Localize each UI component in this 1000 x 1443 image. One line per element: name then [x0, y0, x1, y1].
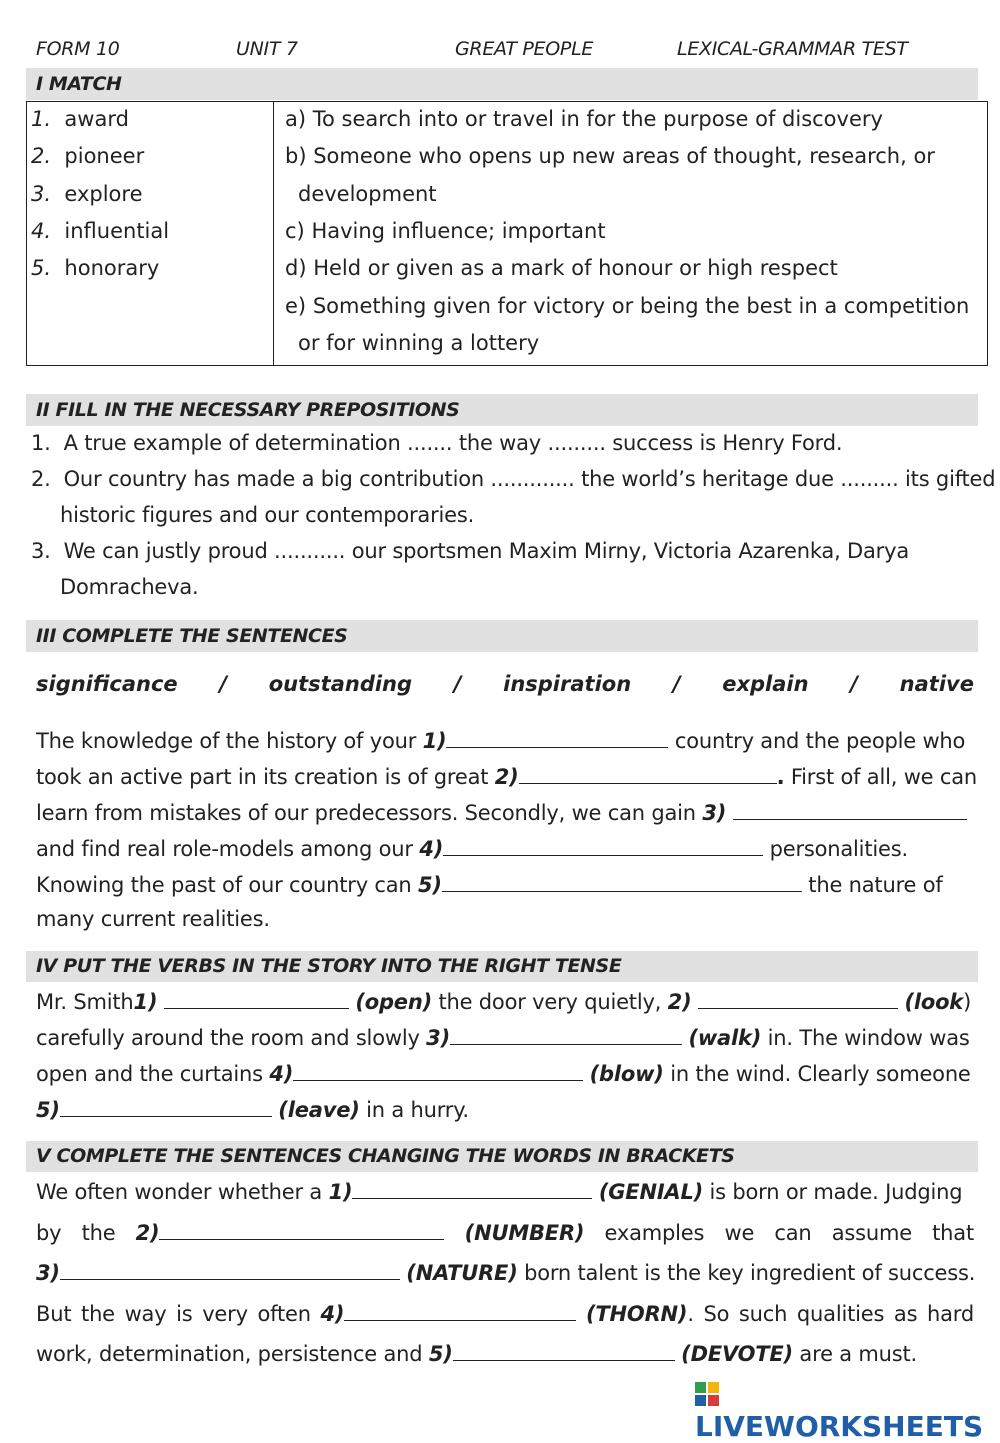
word-item-4: 4. influential	[31, 219, 170, 243]
prep-item-1: 1. A true example of determination ....... the way ......... success is Henry Ford.	[31, 431, 843, 455]
blank-input[interactable]	[293, 1060, 583, 1081]
definition-b-cont: development	[298, 182, 437, 206]
blank-input[interactable]	[446, 727, 668, 748]
s5-line-1: We often wonder whether a 1) (GENIAL) is born or made. Judging	[36, 1180, 963, 1204]
word-item-1: 1. award	[31, 107, 129, 131]
word-bank-separator: /	[453, 672, 462, 696]
definition-a: a) To search into or travel in for the purpose of discovery	[285, 107, 883, 131]
definition-c: c) Having influence; important	[285, 219, 606, 243]
s5-line-5: work, determination, persistence and 5) (DEVOTE) are a must.	[36, 1342, 918, 1366]
s4-line-4: 5) (leave) in a hurry.	[36, 1098, 469, 1122]
word-bank-item: outstanding	[268, 672, 413, 696]
word-bank-separator: /	[672, 672, 681, 696]
blank-input[interactable]	[443, 835, 763, 856]
s5-line-2: by the 2) (NUMBER) examples we can assume that	[36, 1221, 974, 1245]
word-bank-item: native	[899, 672, 974, 696]
word-bank-item: explain	[722, 672, 809, 696]
section5-title: V COMPLETE THE SENTENCES CHANGING THE WORDS IN BRACKETS	[26, 1141, 978, 1172]
s4-line-3: open and the curtains 4) (blow) in the wind. Clearly someone	[36, 1062, 971, 1086]
blank-input[interactable]	[450, 1024, 682, 1045]
definition-e-cont: or for winning a lottery	[298, 331, 540, 355]
topic-label: GREAT PEOPLE	[455, 38, 594, 60]
s3-line-4: and find real role-models among our 4) personalities.	[36, 837, 908, 861]
word-item-2: 2. pioneer	[31, 144, 145, 168]
prep-item-2: 2. Our country has made a big contribution ............. the world’s heritage due ......... its gifted	[31, 467, 996, 491]
definition-b: b) Someone who opens up new areas of thought, research, or	[285, 144, 935, 168]
blank-input[interactable]	[164, 988, 349, 1009]
prep-item-2-cont: historic figures and our contemporaries.	[60, 503, 475, 527]
logo-text: LIVEWORKSHEETS	[695, 1410, 984, 1443]
blank-input[interactable]	[733, 799, 967, 820]
unit-label: UNIT 7	[236, 38, 298, 60]
blank-input[interactable]	[60, 1096, 272, 1117]
s5-line-3: 3) (NATURE) born talent is the key ingredient of success.	[36, 1261, 976, 1285]
s3-line-3: learn from mistakes of our predecessors. Secondly, we can gain 3)	[36, 799, 967, 825]
word-bank-item: inspiration	[503, 672, 632, 696]
s3-line-1: The knowledge of the history of your 1) country and the people who	[36, 729, 966, 753]
prep-item-3-cont: Domracheva.	[60, 575, 199, 599]
s3-line-5: Knowing the past of our country can 5) the nature of	[36, 873, 943, 897]
word-item-3: 3. explore	[31, 182, 143, 206]
blank-input[interactable]	[442, 871, 802, 892]
word-bank-item: significance	[36, 672, 178, 696]
test-label: LEXICAL-GRAMMAR TEST	[677, 38, 908, 60]
liveworksheets-logo[interactable]	[695, 1377, 1000, 1443]
s4-line-1: Mr. Smith1) (open) the door very quietly, 2) (look)	[36, 990, 972, 1014]
blank-input[interactable]	[344, 1300, 576, 1321]
word-item-5: 5. honorary	[31, 256, 160, 280]
blank-input[interactable]	[159, 1219, 444, 1240]
blank-input[interactable]	[519, 763, 777, 784]
word-bank-separator: /	[850, 672, 858, 696]
s3-line-6: many current realities.	[36, 907, 270, 931]
section1-title: I MATCH	[26, 68, 978, 100]
definition-e: e) Something given for victory or being the best in a competition	[285, 294, 970, 318]
blank-input[interactable]	[60, 1259, 400, 1280]
definition-d: d) Held or given as a mark of honour or high respect	[285, 256, 838, 280]
section4-title: IV PUT THE VERBS IN THE STORY INTO THE RIGHT TENSE	[26, 951, 978, 982]
word-bank	[36, 672, 974, 696]
word-bank-separator: /	[219, 672, 228, 696]
s5-line-4: But the way is very often 4) (THORN). So such qualities as hard	[36, 1302, 974, 1326]
liveworksheets-logo-icon	[695, 1380, 719, 1404]
form-label: FORM 10	[36, 38, 120, 60]
prep-item-3: 3. We can justly proud ........... our sportsmen Maxim Mirny, Victoria Azarenka, Darya	[31, 539, 910, 563]
blank-input[interactable]	[352, 1178, 592, 1199]
blank-input[interactable]	[698, 988, 898, 1009]
blank-input[interactable]	[453, 1340, 675, 1361]
s3-line-2: took an active part in its creation is of great 2) . First of all, we can	[36, 765, 977, 789]
section2-title: II FILL IN THE NECESSARY PREPOSITIONS	[26, 394, 978, 426]
section3-title: III COMPLETE THE SENTENCES	[26, 620, 978, 652]
s4-line-2: carefully around the room and slowly 3) (walk) in. The window was	[36, 1026, 970, 1050]
